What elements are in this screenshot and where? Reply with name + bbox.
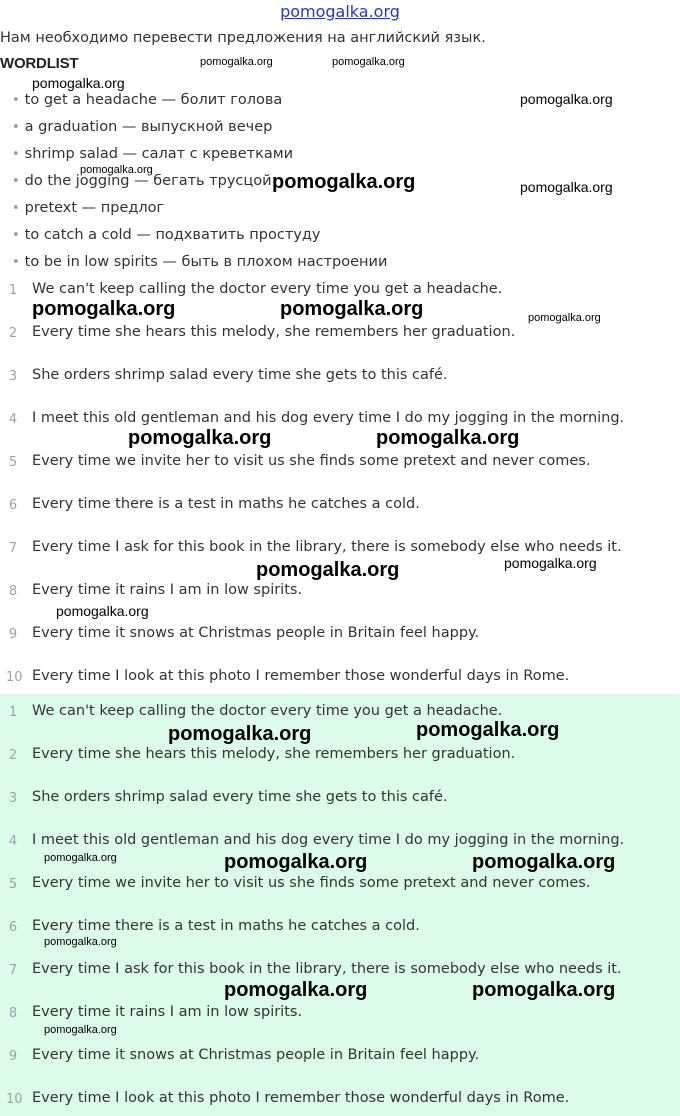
bullet-icon: • — [12, 147, 20, 162]
watermark: pomogalka.org — [504, 555, 597, 571]
task-intro: Нам необходимо перевести предложения на английский язык. — [0, 30, 486, 46]
watermark: pomogalka.org — [520, 179, 613, 195]
sentence-number: 6 — [8, 498, 18, 513]
watermark: pomogalka.org — [44, 936, 117, 948]
sentence-text: Every time there is a test in maths he catches a cold. — [32, 918, 420, 934]
sentence-number: 7 — [8, 541, 18, 556]
sentence-number: 7 — [8, 963, 18, 978]
task-sentence — [0, 367, 680, 389]
task-sentence — [0, 453, 680, 475]
bullet-icon: • — [12, 228, 20, 243]
sentence-text: Every time we invite her to visit us she finds some pretext and never comes. — [32, 875, 591, 891]
bullet-icon: • — [12, 201, 20, 216]
task-sentence — [0, 582, 680, 604]
sentence-number: 2 — [8, 748, 18, 763]
bullet-icon: • — [12, 255, 20, 270]
watermark: pomogalka.org — [224, 979, 368, 1001]
sentence-text: Every time we invite her to visit us she finds some pretext and never comes. — [32, 453, 591, 469]
sentence-number: 10 — [6, 670, 23, 685]
sentence-number: 8 — [8, 584, 18, 599]
watermark: pomogalka.org — [128, 427, 272, 449]
sentence-number: 9 — [8, 627, 18, 642]
site-link[interactable]: pomogalka.org — [280, 2, 400, 21]
answer-sentence — [0, 789, 680, 811]
watermark: pomogalka.org — [32, 75, 125, 91]
answer-sentence — [0, 1090, 680, 1112]
watermark: pomogalka.org — [376, 427, 520, 449]
bullet-icon: • — [12, 120, 20, 135]
task-sentence — [0, 668, 680, 690]
answer-sentence — [0, 1004, 680, 1026]
watermark: pomogalka.org — [200, 56, 273, 68]
sentence-text: Every time it snows at Christmas people in Britain feel happy. — [32, 625, 480, 641]
sentence-number: 4 — [8, 834, 18, 849]
wordlist-item: • pretext — предлог — [12, 200, 165, 216]
answer-sentence — [0, 875, 680, 897]
bullet-icon: • — [12, 93, 20, 108]
bullet-icon: • — [12, 174, 20, 189]
watermark: pomogalka.org — [332, 56, 405, 68]
watermark: pomogalka.org — [520, 91, 613, 107]
sentence-number: 3 — [8, 791, 18, 806]
answer-sentence — [0, 1047, 680, 1069]
sentence-text: Every time she hears this melody, she remembers her graduation. — [32, 746, 516, 762]
sentence-number: 2 — [8, 326, 18, 341]
sentence-text: I meet this old gentleman and his dog every time I do my jogging in the morning. — [32, 410, 625, 426]
wordlist-item: • shrimp salad — салат с креветками — [12, 146, 294, 162]
sentence-text: We can't keep calling the doctor every time you get a headache. — [32, 703, 503, 719]
sentence-number: 1 — [8, 705, 18, 720]
watermark: pomogalka.org — [44, 1024, 117, 1036]
watermark: pomogalka.org — [416, 719, 560, 741]
sentence-number: 5 — [8, 877, 18, 892]
sentence-number: 10 — [6, 1092, 23, 1107]
watermark: pomogalka.org — [224, 851, 368, 873]
watermark: pomogalka.org — [168, 723, 312, 745]
sentence-text: Every time it snows at Christmas people in Britain feel happy. — [32, 1047, 480, 1063]
watermark: pomogalka.org — [256, 559, 400, 581]
wordlist-item: • to be in low spirits — быть в плохом настроении — [12, 254, 388, 270]
answer-sentence — [0, 746, 680, 768]
sentence-text: She orders shrimp salad every time she gets to this café. — [32, 367, 448, 383]
wordlist-title: WORDLIST — [0, 55, 79, 72]
sentence-text: Every time I ask for this book in the library, there is somebody else who needs it. — [32, 961, 622, 977]
sentence-text: Every time I look at this photo I remember those wonderful days in Rome. — [32, 1090, 570, 1106]
sentence-number: 4 — [8, 412, 18, 427]
watermark: pomogalka.org — [80, 164, 153, 176]
watermark: pomogalka.org — [528, 312, 601, 324]
wordlist-item: • to catch a cold — подхватить простуду — [12, 227, 321, 243]
sentence-text: I meet this old gentleman and his dog every time I do my jogging in the morning. — [32, 832, 625, 848]
wordlist-item: • a graduation — выпускной вечер — [12, 119, 273, 135]
sentence-number: 8 — [8, 1006, 18, 1021]
watermark: pomogalka.org — [44, 852, 117, 864]
watermark: pomogalka.org — [272, 171, 416, 193]
sentence-text: Every time I ask for this book in the library, there is somebody else who needs it. — [32, 539, 622, 555]
task-sentence — [0, 496, 680, 518]
task-sentence — [0, 625, 680, 647]
task-sentence — [0, 324, 680, 346]
sentence-text: She orders shrimp salad every time she gets to this café. — [32, 789, 448, 805]
watermark: pomogalka.org — [280, 298, 424, 320]
sentence-number: 3 — [8, 369, 18, 384]
wordlist-item: • to get a headache — болит голова — [12, 92, 283, 108]
sentence-number: 1 — [8, 283, 18, 298]
sentence-text: Every time it rains I am in low spirits. — [32, 582, 303, 598]
watermark: pomogalka.org — [56, 603, 149, 619]
answer-sentence — [0, 703, 680, 725]
sentence-text: Every time I look at this photo I remember those wonderful days in Rome. — [32, 668, 570, 684]
sentence-number: 9 — [8, 1049, 18, 1064]
watermark: pomogalka.org — [472, 851, 616, 873]
sentence-text: Every time there is a test in maths he catches a cold. — [32, 496, 420, 512]
task-sentence — [0, 410, 680, 432]
wordlist-item: • do the jogging — бегать трусцой — [12, 173, 272, 189]
watermark: pomogalka.org — [472, 979, 616, 1001]
sentence-text: We can't keep calling the doctor every time you get a headache. — [32, 281, 503, 297]
sentence-number: 6 — [8, 920, 18, 935]
watermark: pomogalka.org — [32, 298, 176, 320]
sentence-text: Every time she hears this melody, she remembers her graduation. — [32, 324, 516, 340]
sentence-text: Every time it rains I am in low spirits. — [32, 1004, 303, 1020]
sentence-number: 5 — [8, 455, 18, 470]
